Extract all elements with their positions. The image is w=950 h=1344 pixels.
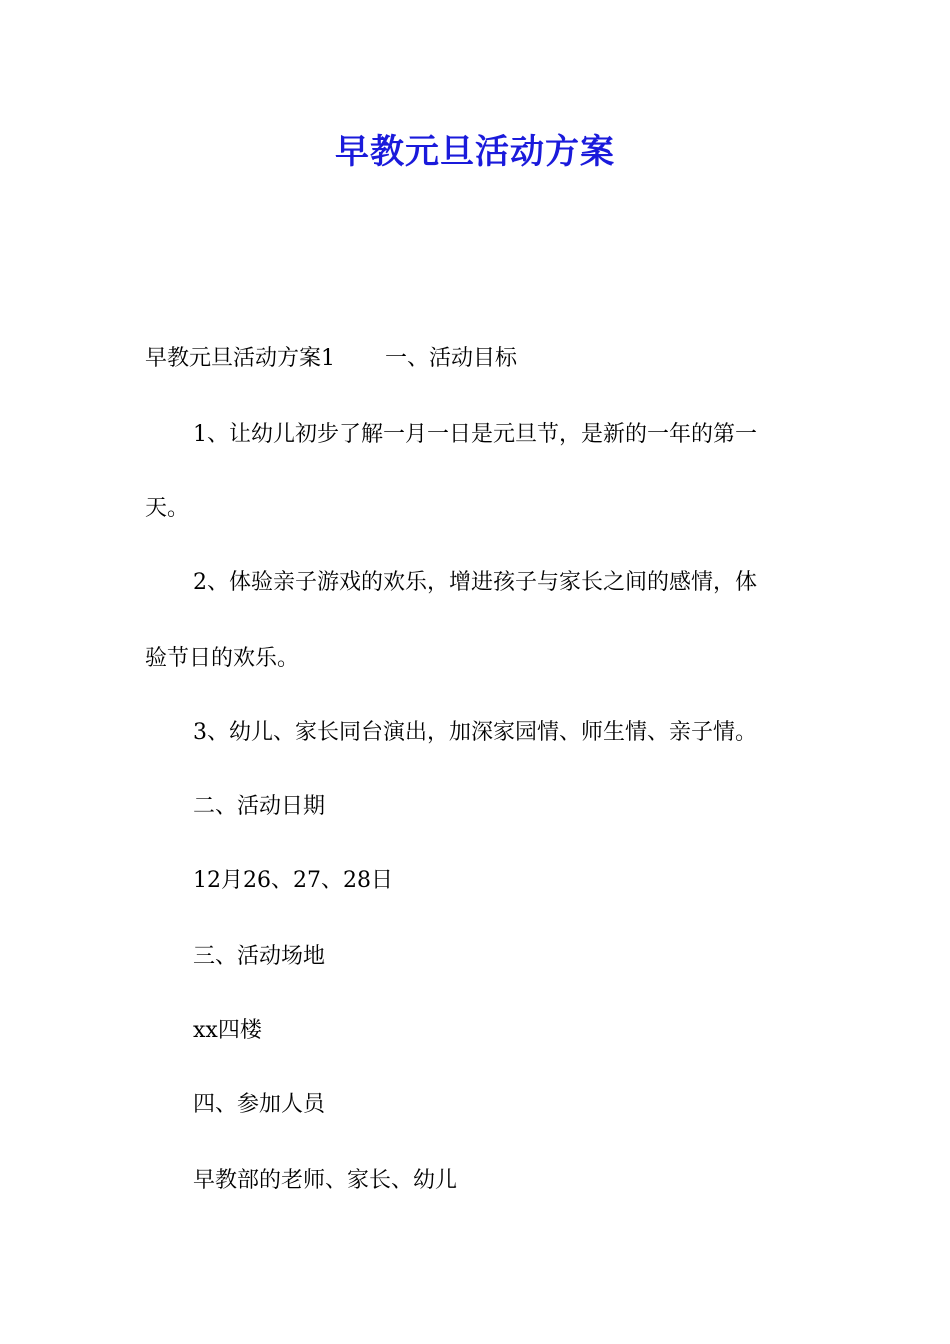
goal1-line2: 天。 <box>145 496 190 521</box>
venue-value: xx四楼 <box>193 1018 262 1043</box>
intro-label: 早教元旦活动方案1 <box>145 346 335 371</box>
goal2-line2: 验节日的欢乐。 <box>145 646 300 671</box>
goal2-line1: 2、体验亲子游戏的欢乐，增进孩子与家长之间的感情，体 <box>193 570 757 595</box>
section4-heading: 四、参加人员 <box>193 1092 326 1117</box>
participants-value: 早教部的老师、家长、幼儿 <box>193 1168 458 1193</box>
intro-line <box>145 344 810 374</box>
date-value: 12月26、27、28日 <box>193 868 393 893</box>
document-title: 早教元旦活动方案 <box>335 132 615 172</box>
section2-heading: 二、活动日期 <box>193 794 326 819</box>
section1-heading: 一、活动目标 <box>385 346 518 371</box>
goal1-line1: 1、让幼儿初步了解一月一日是元旦节，是新的一年的第一 <box>193 422 757 447</box>
goal3: 3、幼儿、家长同台演出，加深家园情、师生情、亲子情。 <box>193 720 757 745</box>
section3-heading: 三、活动场地 <box>193 944 326 969</box>
